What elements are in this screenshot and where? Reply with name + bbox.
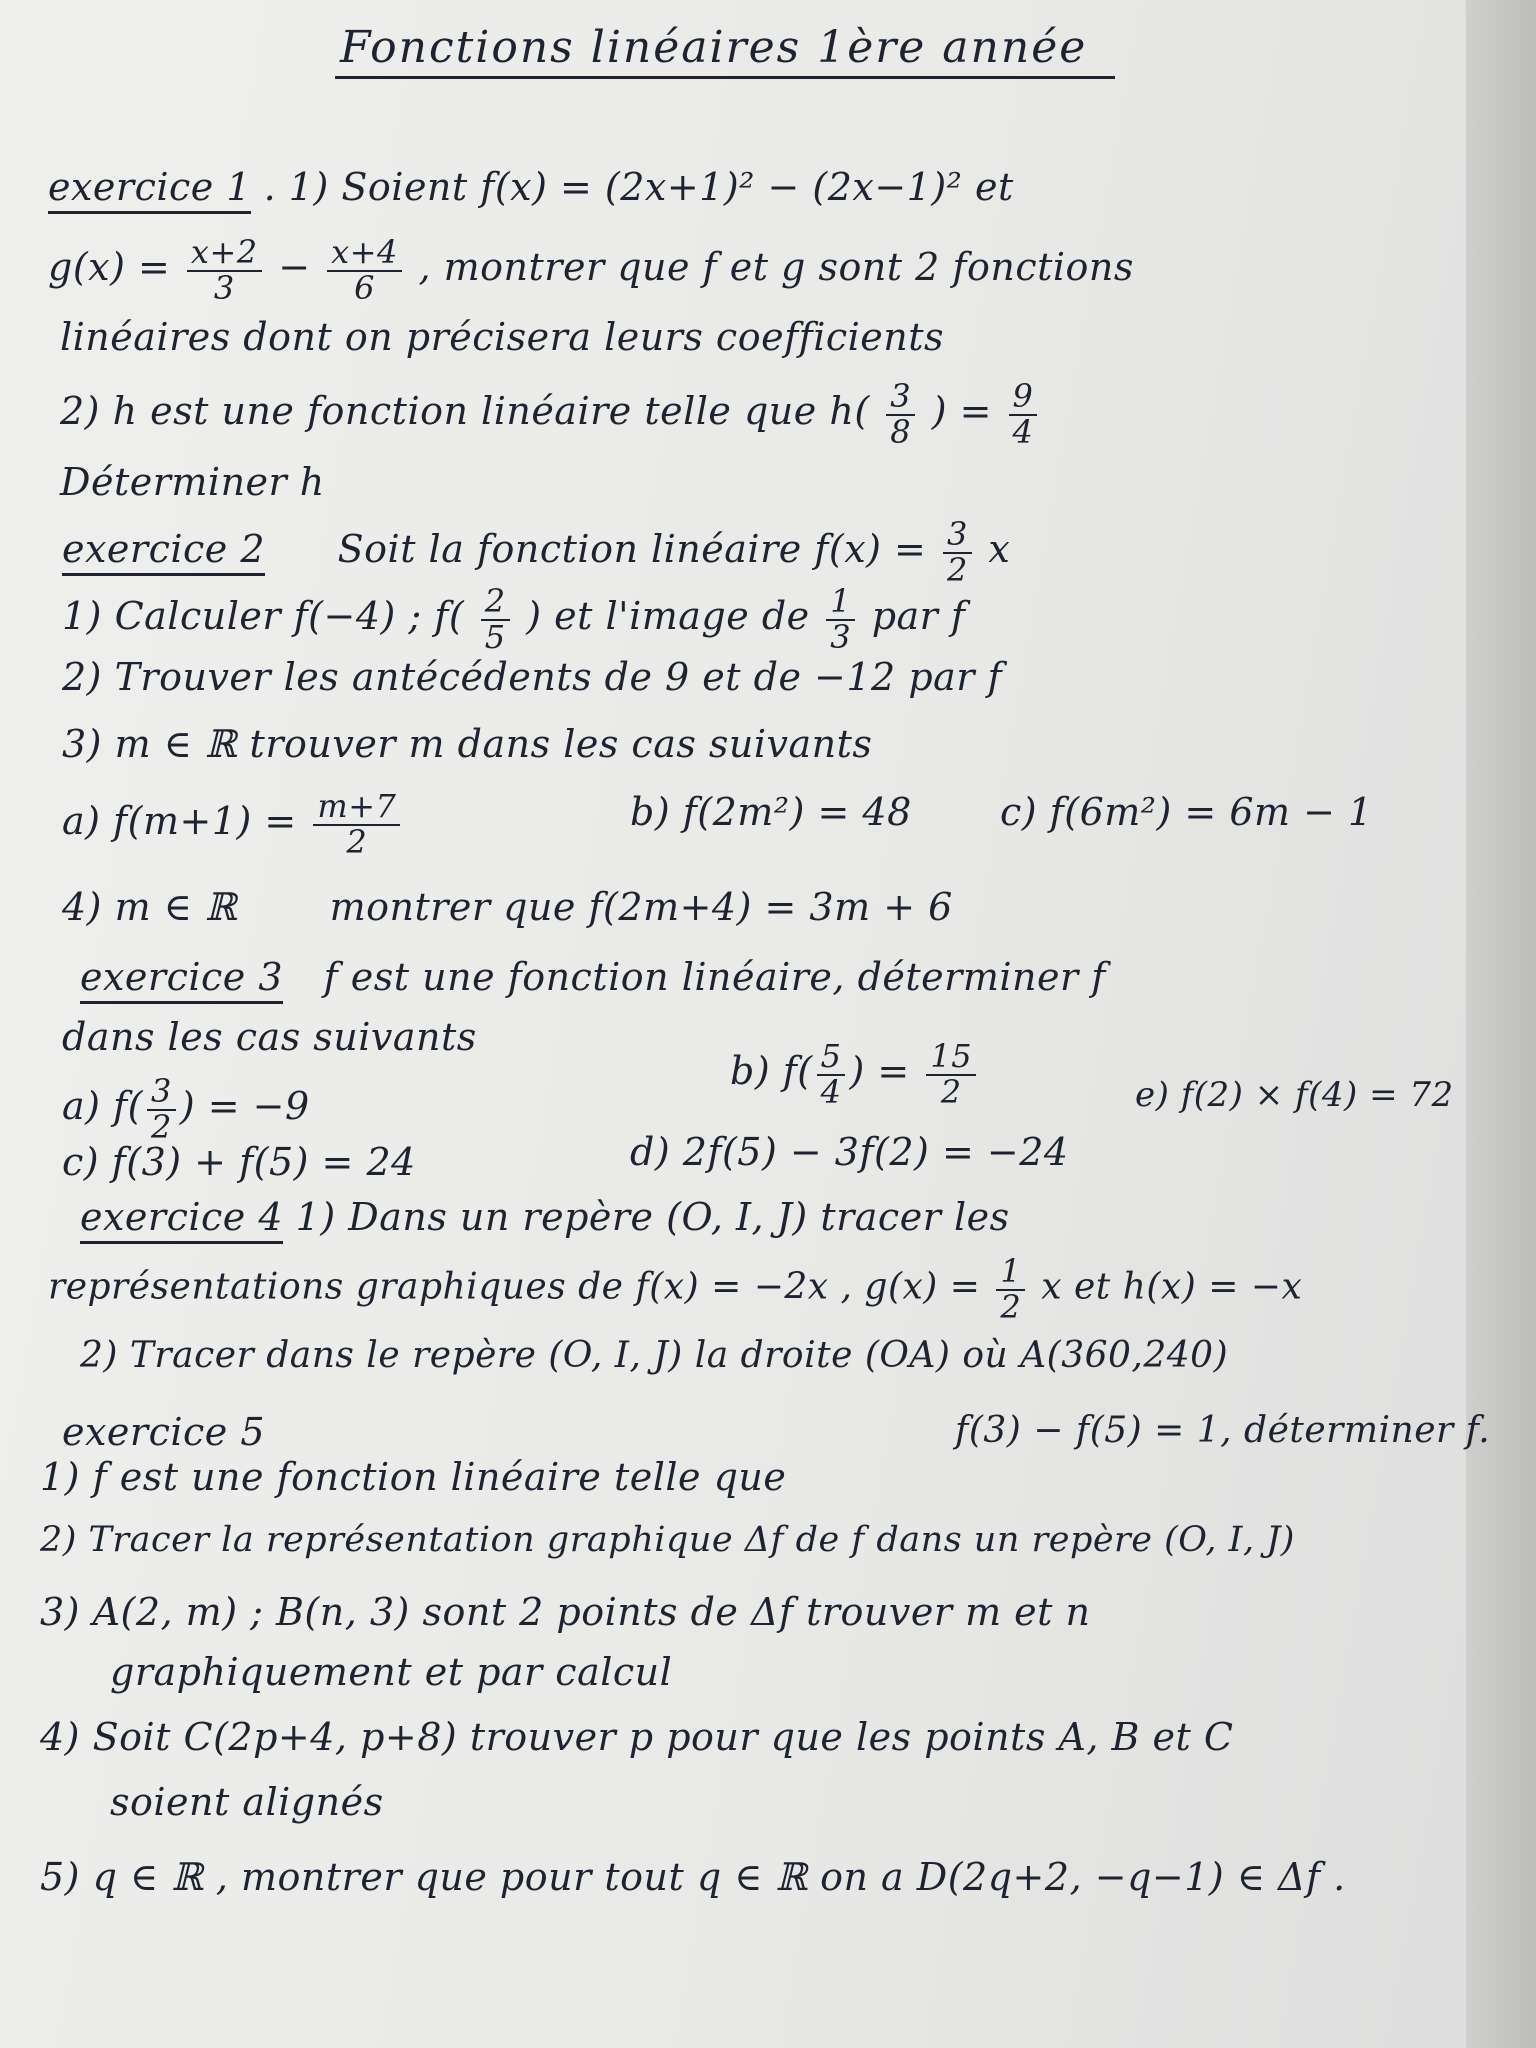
background-shadow xyxy=(1466,0,1536,2048)
ex1-g-def: g(x) = xyxy=(48,245,171,290)
ex1-frac-4: $\frac{9}{4}$ xyxy=(1009,380,1038,449)
ex4-line-3: 2) Tracer dans le repère (O, I, J) la droite (OA) où A(360,240) xyxy=(80,1335,1229,1376)
ex3-case-b: b) f( $\frac{5}{4}$ ) = $\frac{15}{2}$ xyxy=(730,1040,980,1109)
ex1-line-1 xyxy=(48,165,1014,209)
ex4-frac: $\frac{1}{2}$ xyxy=(996,1255,1025,1324)
ex5-label: exercice 5 xyxy=(62,1410,266,1454)
ex3-case-e: e) f(2) × f(4) = 72 xyxy=(1135,1075,1454,1115)
ex4-text-1: 1) Dans un repère (O, I, J) tracer les xyxy=(295,1195,1010,1239)
ex3-line-2: dans les cas suivants xyxy=(62,1015,477,1059)
ex5-line-1: 1) f est une fonction linéaire telle que xyxy=(40,1455,787,1499)
title-underline xyxy=(335,76,1115,79)
ex5-line-3: 3) A(2, m) ; B(n, 3) sont 2 points de Δf trouver m et n xyxy=(40,1590,1091,1634)
ex3-frac-b-result: $\frac{15}{2}$ xyxy=(926,1040,976,1109)
ex3-case-d: d) 2f(5) − 3f(2) = −24 xyxy=(630,1130,1069,1174)
ex5-line-5: 4) Soit C(2p+4, p+8) trouver p pour que les points A, B et C xyxy=(40,1715,1234,1759)
ex1-text-1: . 1) Soient f(x) = (2x+1)² − (2x−1)² et xyxy=(263,165,1014,209)
ex1-frac-3: $\frac{3}{8}$ xyxy=(886,380,915,449)
ex2-x: x xyxy=(988,527,1011,572)
ex1-line-3: linéaires dont on précisera leurs coefficients xyxy=(60,315,945,359)
ex1-line-5: Déterminer h xyxy=(60,460,325,504)
ex2-text-6b: montrer que f(2m+4) = 3m + 6 xyxy=(329,885,953,929)
ex2-label: exercice 2 xyxy=(62,527,265,576)
ex2-text-2: 1) Calculer f(−4) ; f( xyxy=(62,594,465,639)
ex2-frac-2: $\frac{2}{5}$ xyxy=(481,585,510,654)
ex2-line-5 xyxy=(62,787,404,861)
ex2-line-3: 2) Trouver les antécédents de 9 et de −12 par f xyxy=(62,655,1003,699)
ex2-frac-3: $\frac{1}{3}$ xyxy=(826,585,855,654)
ex3-case-a: a) f( $\frac{3}{2}$ ) = −9 xyxy=(62,1072,310,1146)
ex5-line-0: f(3) − f(5) = 1, déterminer f. xyxy=(955,1410,1491,1451)
ex4-text-2: représentations graphiques de f(x) = −2x , g(x) = xyxy=(48,1266,981,1308)
ex1-frac-1: $\frac{x+2}{3}$ xyxy=(187,236,262,305)
ex2-line-6 xyxy=(62,885,953,929)
ex2-line-1 xyxy=(62,515,1011,589)
ex3-line-1 xyxy=(80,955,1106,999)
ex4-line-2 xyxy=(48,1252,1303,1326)
ex1-minus: − xyxy=(278,245,311,290)
ex4-label: exercice 4 xyxy=(80,1195,283,1244)
ex2-case-a: a) f(m+1) = xyxy=(62,799,297,844)
ex2-line-4: 3) m ∈ ℝ trouver m dans les cas suivants xyxy=(62,722,873,766)
ex3-text-1: f est une fonction linéaire, déterminer f xyxy=(323,955,1106,999)
ex2-text-1: Soit la fonction linéaire f(x) = xyxy=(337,527,927,572)
ex2-frac-a: $\frac{m+7}{2}$ xyxy=(313,790,400,859)
page-title: Fonctions linéaires 1ère année xyxy=(340,22,1088,73)
ex1-text-4: 2) h est une fonction linéaire telle que h( xyxy=(60,389,870,434)
ex5-line-2: 2) Tracer la représentation graphique Δf de f dans un repère (O, I, J) xyxy=(40,1520,1295,1560)
ex4-line-1 xyxy=(80,1195,1010,1239)
ex1-eq: ) = xyxy=(931,389,992,434)
ex5-line-7: 5) q ∈ ℝ , montrer que pour tout q ∈ ℝ on a D(2q+2, −q−1) ∈ Δf . xyxy=(40,1855,1346,1899)
ex3-frac-b: $\frac{5}{4}$ xyxy=(817,1040,846,1109)
ex2-line-2 xyxy=(62,582,966,656)
ex1-frac-2: $\frac{x+4}{6}$ xyxy=(327,236,402,305)
ex1-line-4 xyxy=(60,377,1041,451)
ex2-text-2c: par f xyxy=(871,594,966,639)
ex3-frac-a: $\frac{3}{2}$ xyxy=(147,1075,176,1144)
ex3-label: exercice 3 xyxy=(80,955,283,1004)
ex5-line-6: soient alignés xyxy=(110,1780,384,1824)
ex1-text-2: , montrer que f et g sont 2 fonctions xyxy=(418,245,1134,290)
ex2-case-b: b) f(2m²) = 48 xyxy=(630,790,912,834)
ex1-line-2 xyxy=(48,233,1134,307)
ex5-line-4: graphiquement et par calcul xyxy=(110,1650,673,1694)
ex2-text-6: 4) m ∈ ℝ xyxy=(62,885,237,929)
ex2-text-2b: ) et l'image de xyxy=(526,594,810,639)
ex4-text-2b: x et h(x) = −x xyxy=(1041,1266,1303,1308)
ex1-label: exercice 1 xyxy=(48,165,251,214)
ex3-case-c: c) f(3) + f(5) = 24 xyxy=(62,1140,416,1184)
ex2-frac-1: $\frac{3}{2}$ xyxy=(943,518,972,587)
ex2-case-c: c) f(6m²) = 6m − 1 xyxy=(1000,790,1373,834)
